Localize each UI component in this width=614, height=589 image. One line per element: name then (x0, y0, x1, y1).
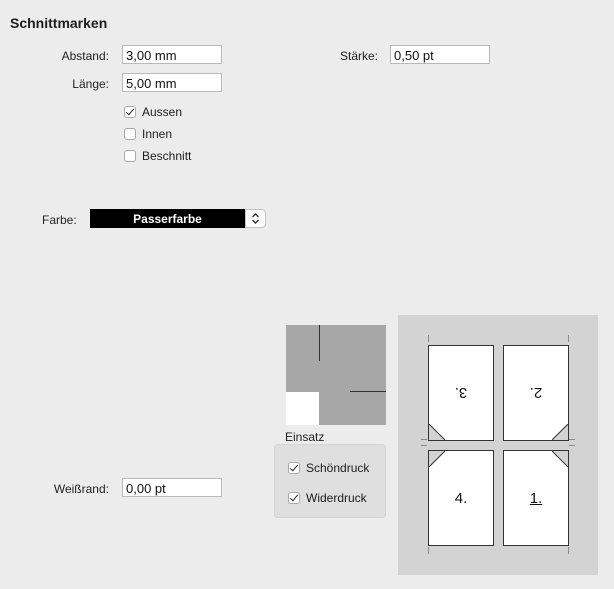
einsatz-preview (286, 325, 386, 425)
imposition-preview (398, 315, 598, 575)
staerke-field[interactable]: 0,50 pt (390, 45, 490, 64)
imposition-page-label: 4. (454, 489, 468, 507)
imposition-page-label: 3. (454, 384, 468, 402)
laenge-label: Länge: (72, 77, 109, 91)
innen-label: Innen (142, 127, 173, 141)
beschnitt-checkbox[interactable] (124, 150, 136, 162)
imposition-page-1 (503, 450, 569, 546)
innen-checkbox-row[interactable] (124, 127, 172, 141)
aussen-checkbox-row[interactable] (124, 105, 182, 119)
abstand-label: Abstand: (61, 49, 109, 63)
schoendruck-checkbox-row[interactable] (288, 461, 369, 475)
imposition-page-3 (428, 345, 494, 441)
beschnitt-checkbox-row[interactable] (124, 149, 191, 163)
schoendruck-checkbox[interactable] (288, 462, 300, 474)
imposition-page-4 (428, 450, 494, 546)
staerke-label: Stärke: (339, 49, 378, 63)
innen-checkbox[interactable] (124, 128, 136, 140)
imposition-page-label: 2. (529, 384, 543, 402)
einsatz-label: Einsatz (285, 430, 325, 444)
schoendruck-label: Schöndruck (306, 461, 370, 475)
widerdruck-checkbox[interactable] (288, 492, 300, 504)
abstand-field[interactable]: 3,00 mm (122, 45, 222, 64)
widerdruck-label: Widerdruck (306, 491, 367, 505)
weissrand-label: Weißrand: (53, 482, 109, 496)
weissrand-field[interactable]: 0,00 pt (122, 478, 222, 497)
beschnitt-label: Beschnitt (142, 149, 192, 163)
section-title: Schnittmarken (10, 15, 108, 31)
chevron-updown-icon[interactable] (245, 209, 266, 228)
print-options-group (274, 444, 386, 518)
imposition-page-2 (503, 345, 569, 441)
laenge-field[interactable]: 5,00 mm (122, 73, 222, 92)
farbe-select[interactable] (90, 209, 266, 228)
aussen-label: Aussen (142, 105, 183, 119)
widerdruck-checkbox-row[interactable] (288, 491, 367, 505)
farbe-label: Farbe: (42, 213, 77, 227)
farbe-swatch[interactable]: Passerfarbe (90, 209, 245, 228)
aussen-checkbox[interactable] (124, 106, 136, 118)
imposition-page-label: 1. (529, 489, 543, 507)
